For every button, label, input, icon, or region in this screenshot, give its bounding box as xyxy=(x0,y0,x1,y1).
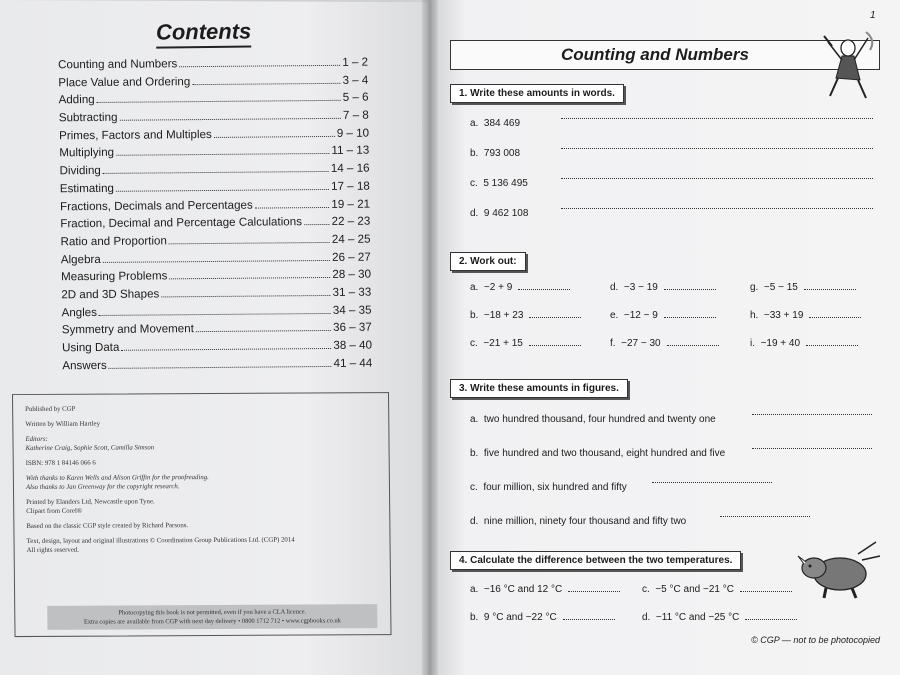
q2d-answer-line[interactable] xyxy=(664,289,716,290)
q2c-answer-line[interactable] xyxy=(529,345,581,346)
editors: Editors: Katherine Craig, Sophie Scott, Camilla Simson xyxy=(25,435,155,452)
toc-row: Counting and Numbers 1 – 2 xyxy=(58,55,369,72)
toc-row: Multiplying 11 – 13 xyxy=(59,144,370,160)
q4-item: d. −11 °C and −25 °C xyxy=(642,612,797,623)
toc-row: Algebra 26 – 27 xyxy=(60,250,371,266)
q4-item: a. −16 °C and 12 °C xyxy=(470,584,620,595)
q1-item: a. 384 469 xyxy=(470,118,521,129)
q1a-answer-line[interactable] xyxy=(561,118,873,119)
q2h-answer-line[interactable] xyxy=(809,317,861,318)
page-title: Counting and Numbers xyxy=(561,45,749,64)
toc-row: Measuring Problems 28 – 30 xyxy=(60,267,372,284)
question-4-label: 4. Calculate the difference between the two temperatures. xyxy=(450,551,741,570)
toc-row: Estimating 17 – 18 xyxy=(59,179,370,196)
toc-row: Symmetry and Movement 36 – 37 xyxy=(61,320,372,337)
photocopy-notice: Photocopying this book is not permitted, even if you have a CLA licence. Extra copies are available from CGP with next day delivery • 0800 1712 712 • www.cgpbooks.co.uk xyxy=(47,604,377,630)
toc-row: Dividing 14 – 16 xyxy=(59,161,370,178)
toc-row: Using Data 38 – 40 xyxy=(61,338,373,355)
toc-row: Answers 41 – 44 xyxy=(62,356,373,372)
q4b-answer-line[interactable] xyxy=(563,619,615,620)
q1-item: c. 5 136 495 xyxy=(470,178,528,189)
q2-item: f. −27 − 30 xyxy=(610,338,719,349)
q3c-answer-line[interactable] xyxy=(652,482,772,483)
q2e-answer-line[interactable] xyxy=(664,317,716,318)
q2-item: b. −18 + 23 xyxy=(470,310,581,321)
printer: Printed by Elanders Ltd, Newcastle upon Tyne. Clipart from Corel® xyxy=(26,498,155,515)
q1c-answer-line[interactable] xyxy=(561,178,873,179)
published-by: Published by CGP xyxy=(25,405,76,413)
q4a-answer-line[interactable] xyxy=(568,591,620,592)
isbn: ISBN: 978 1 84146 066 6 xyxy=(25,459,96,467)
q2-item: i. −19 + 40 xyxy=(750,338,858,349)
written-by: Written by William Hartley xyxy=(25,420,100,428)
book-spine xyxy=(422,0,438,675)
toc-row: Subtracting 7 – 8 xyxy=(58,108,369,125)
q1d-answer-line[interactable] xyxy=(561,208,873,209)
toc-row: 2D and 3D Shapes 31 – 33 xyxy=(61,285,372,302)
q1-item: d. 9 462 108 xyxy=(470,208,529,219)
cartoon-character-icon xyxy=(818,28,878,108)
table-of-contents xyxy=(58,56,372,377)
toc-row: Angles 34 – 35 xyxy=(61,303,372,319)
contents-title: Contents xyxy=(156,18,252,48)
q4-item: c. −5 °C and −21 °C xyxy=(642,584,792,595)
q2-item: h. −33 + 19 xyxy=(750,310,861,321)
q4c-answer-line[interactable] xyxy=(740,591,792,592)
q2-item: g. −5 − 15 xyxy=(750,282,856,293)
q2f-answer-line[interactable] xyxy=(667,345,719,346)
thanks: With thanks to Karen Wells and Alison Griffin for the proofreading. Also thanks to Jan Greenway for the copyright research. xyxy=(25,474,209,491)
q3-item: d. nine million, ninety four thousand and fifty two xyxy=(470,516,687,527)
rhino-illustration-icon xyxy=(796,540,882,602)
copyright: Text, design, layout and original illustrations © Coordination Group Publications Ltd. (CGP) 2014 All rights reserved. xyxy=(26,536,295,554)
toc-row: Place Value and Ordering 3 – 4 xyxy=(58,73,369,89)
q2-item: d. −3 − 19 xyxy=(610,282,716,293)
based-on: Based on the classic CGP style created by Richard Parsons. xyxy=(26,522,189,530)
q2-item: c. −21 + 15 xyxy=(470,338,581,349)
q4d-answer-line[interactable] xyxy=(745,619,797,620)
q2-item: a. −2 + 9 xyxy=(470,282,570,293)
q4-item: b. 9 °C and −22 °C xyxy=(470,612,615,623)
copyright-footer: © CGP — not to be photocopied xyxy=(751,635,880,645)
toc-row: Primes, Factors and Multiples 9 – 10 xyxy=(58,126,370,143)
q3-item: c. four million, six hundred and fifty xyxy=(470,482,627,493)
question-3-label: 3. Write these amounts in figures. xyxy=(450,379,628,398)
q2i-answer-line[interactable] xyxy=(806,345,858,346)
q2-item: e. −12 − 9 xyxy=(610,310,716,321)
toc-row: Fraction, Decimal and Percentage Calculations 22 – 23 xyxy=(60,214,371,231)
q3d-answer-line[interactable] xyxy=(720,516,810,517)
toc-row: Adding 5 – 6 xyxy=(58,90,369,107)
q3-item: b. five hundred and two thousand, eight hundred and five xyxy=(470,448,726,459)
page-number: 1 xyxy=(870,10,876,21)
q1b-answer-line[interactable] xyxy=(561,148,873,149)
q2b-answer-line[interactable] xyxy=(529,317,581,318)
left-page xyxy=(0,0,436,675)
page-title-box xyxy=(450,40,880,70)
question-2-label: 2. Work out: xyxy=(450,252,526,271)
toc-row: Fractions, Decimals and Percentages 19 – 21 xyxy=(59,197,371,213)
q1-item: b. 793 008 xyxy=(470,148,521,159)
question-1-label: 1. Write these amounts in words. xyxy=(450,84,624,103)
q3a-answer-line[interactable] xyxy=(752,414,872,415)
q2g-answer-line[interactable] xyxy=(804,289,856,290)
q3-item: a. two hundred thousand, four hundred and twenty one xyxy=(470,414,716,425)
q3b-answer-line[interactable] xyxy=(752,448,872,449)
toc-row: Ratio and Proportion 24 – 25 xyxy=(60,232,371,249)
q2a-answer-line[interactable] xyxy=(518,289,570,290)
credits-box xyxy=(12,392,392,637)
